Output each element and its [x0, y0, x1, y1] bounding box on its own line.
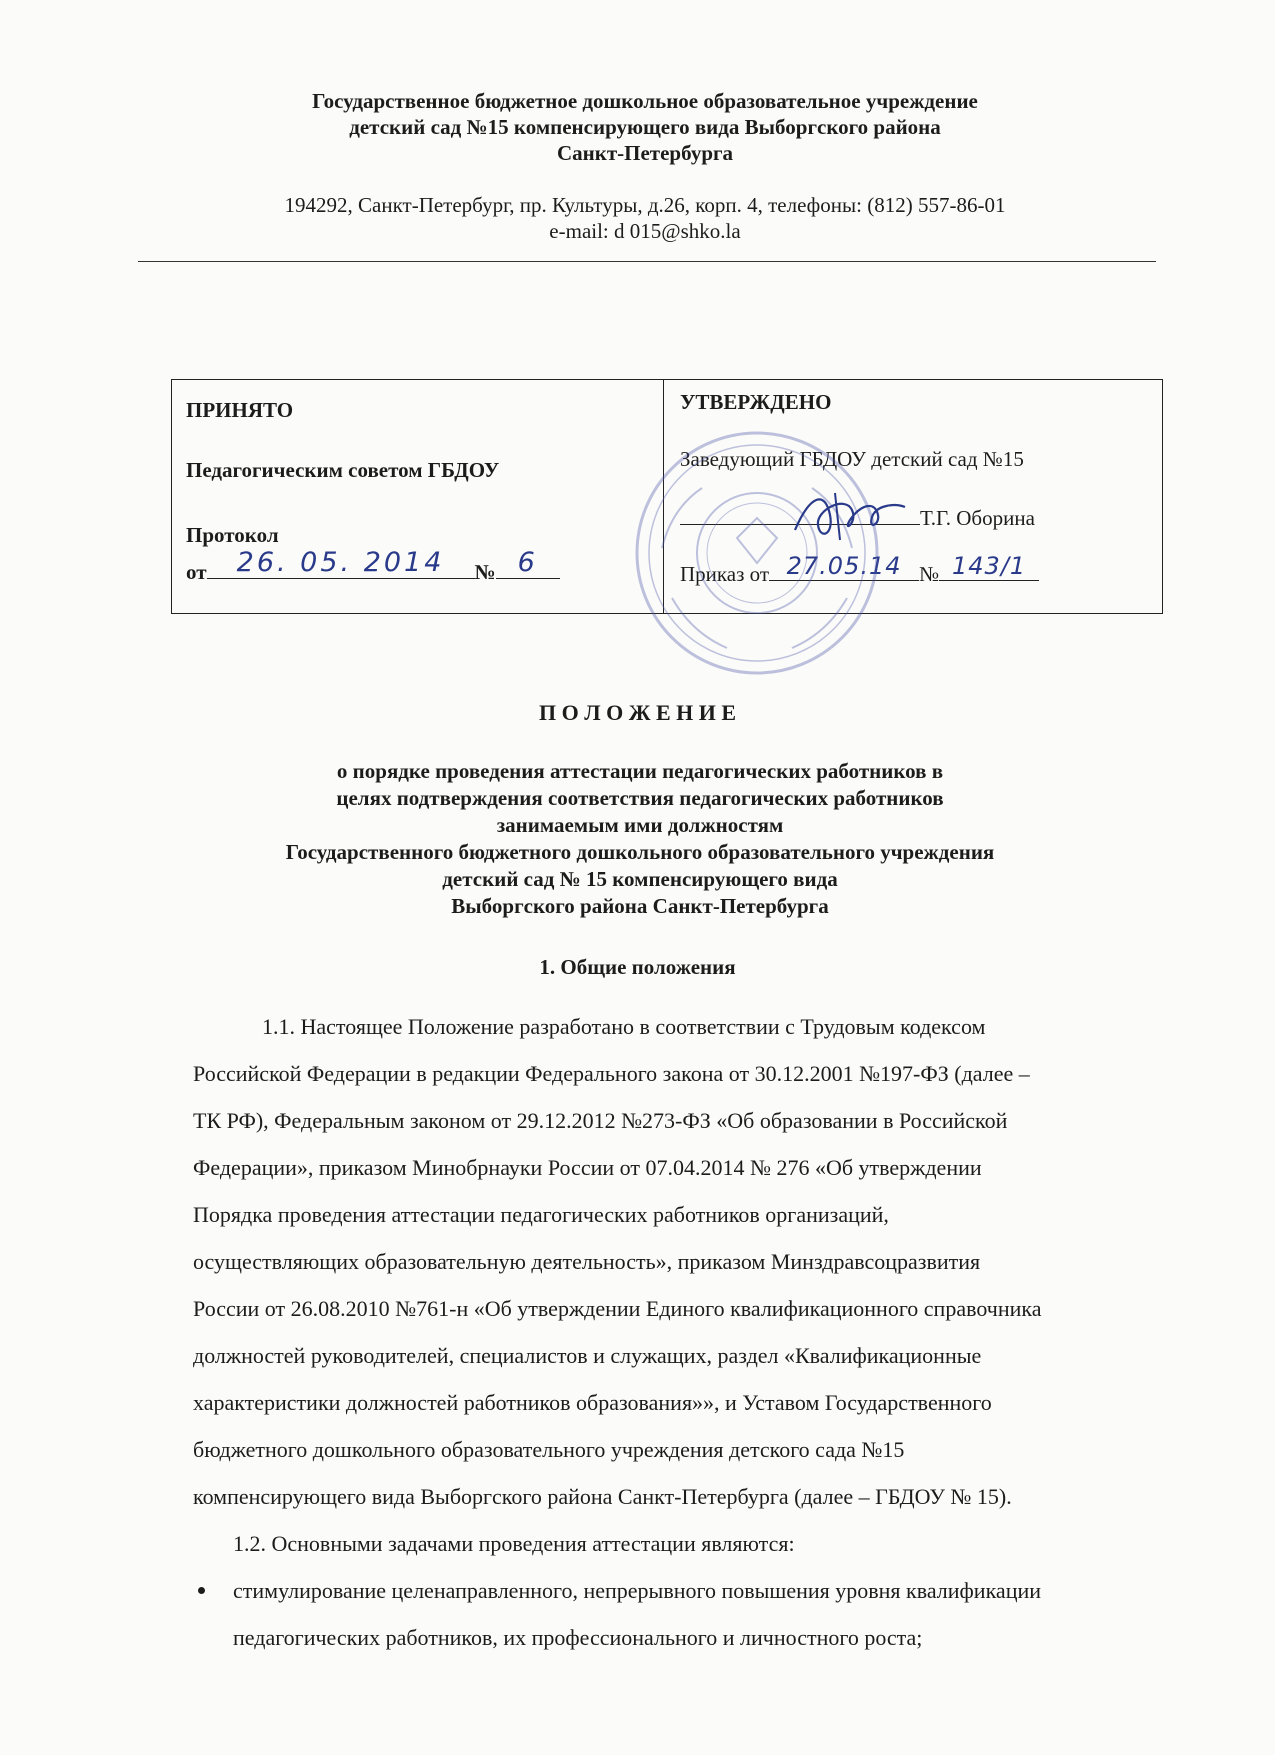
protocol-number-handwritten: 6: [517, 547, 538, 578]
document-title: П О Л О Ж Е Н И Е: [538, 700, 737, 725]
subtitle-line-5: детский сад № 15 компенсирующего вида: [442, 867, 838, 891]
paragraph-line: России от 26.08.2010 №761-н «Об утверждении Единого квалификационного справочника: [193, 1296, 1042, 1321]
org-name-line-1: Государственное бюджетное дошкольное образовательное учреждение: [312, 89, 978, 113]
accepted-body: Педагогическим советом ГБДОУ: [186, 458, 500, 482]
approver-position: Заведующий ГБДОУ детский сад №15: [680, 447, 1024, 471]
protocol-date-handwritten: 26. 05. 2014: [236, 547, 445, 578]
org-name-line-3: Санкт-Петербурга: [556, 141, 734, 165]
paragraph-line: Российской Федерации в редакции Федерального закона от 30.12.2001 №197-ФЗ (далее –: [193, 1061, 1030, 1086]
paragraph-line: Порядка проведения аттестации педагогических работников организаций,: [193, 1202, 889, 1227]
protocol-number-label: №: [474, 560, 496, 584]
address-line-2: e-mail: d 015@shko.la: [549, 219, 741, 243]
subtitle-line-1: о порядке проведения аттестации педагогических работников в: [336, 759, 944, 783]
paragraph-1-2: 1.2. Основными задачами проведения аттестации являются:: [233, 1531, 795, 1556]
paragraph-line: бюджетного дошкольного образовательного учреждения детского сада №15: [193, 1437, 905, 1462]
order-number-label: №: [919, 562, 940, 586]
order-number-blank: [939, 552, 1039, 581]
subtitle-line-6: Выборгского района Санкт-Петербурга: [451, 894, 829, 918]
bullet-line: стимулирование целенаправленного, непрерывного повышения уровня квалификации: [233, 1578, 1042, 1603]
signatory-name: Т.Г. Оборина: [920, 506, 1035, 530]
bullet-dot-icon: [198, 1587, 205, 1594]
paragraph-line: ТК РФ), Федеральным законом от 29.12.2012 №273-ФЗ «Об образовании в Российской: [193, 1108, 1008, 1133]
org-name: [140, 88, 1150, 166]
bullet-line: педагогических работников, их профессионального и личностного роста;: [233, 1625, 923, 1650]
paragraph-line: компенсирующего вида Выборгского района Санкт-Петербурга (далее – ГБДОУ № 15).: [193, 1484, 1012, 1509]
order-date-handwritten: 27.05.14: [786, 552, 902, 580]
paragraph-line: осуществляющих образовательную деятельность», приказом Минздравсоцразвития: [193, 1249, 981, 1274]
protocol-date-blank: [207, 547, 475, 579]
approved-heading: УТВЕРЖДЕНО: [680, 390, 832, 414]
protocol-number-blank: [496, 547, 560, 579]
paragraph-line: Федерации», приказом Минобрнауки России от 07.04.2014 № 276 «Об утверждении: [193, 1155, 982, 1180]
official-stamp: [632, 428, 882, 678]
accepted-heading: ПРИНЯТО: [186, 398, 294, 422]
from-label: от: [186, 560, 207, 584]
protocol-date-line: [186, 547, 560, 585]
order-label: Приказ от: [680, 562, 770, 586]
handwritten-signature: [790, 485, 910, 545]
section-title: 1. Общие положения: [539, 955, 736, 979]
subtitle-line-4: Государственного бюджетного дошкольного образовательного учреждения: [285, 840, 995, 864]
org-name-line-2: детский сад №15 компенсирующего вида Выборгского района: [349, 115, 941, 139]
subtitle-line-3: занимаемым ими должностям: [496, 813, 784, 837]
header-divider: [138, 261, 1156, 262]
org-address: [140, 192, 1150, 244]
letterhead: [140, 88, 1150, 244]
document-subtitle: [140, 758, 1140, 920]
paragraph-line: должностей руководителей, специалистов и служащих, раздел «Квалификационные: [193, 1343, 982, 1368]
paragraph-line: характеристики должностей работников образования»», и Уставом Государственного: [193, 1390, 992, 1415]
protocol-label: Протокол: [186, 523, 279, 547]
address-line-1: 194292, Санкт-Петербург, пр. Культуры, д.26, корп. 4, телефоны: (812) 557-86-01: [284, 193, 1006, 217]
subtitle-line-2: целях подтверждения соответствия педагогических работников: [336, 786, 944, 810]
order-number-handwritten: 143/1: [952, 552, 1027, 580]
paragraph-line: 1.1. Настоящее Положение разработано в соответствии с Трудовым кодексом: [262, 1014, 986, 1039]
